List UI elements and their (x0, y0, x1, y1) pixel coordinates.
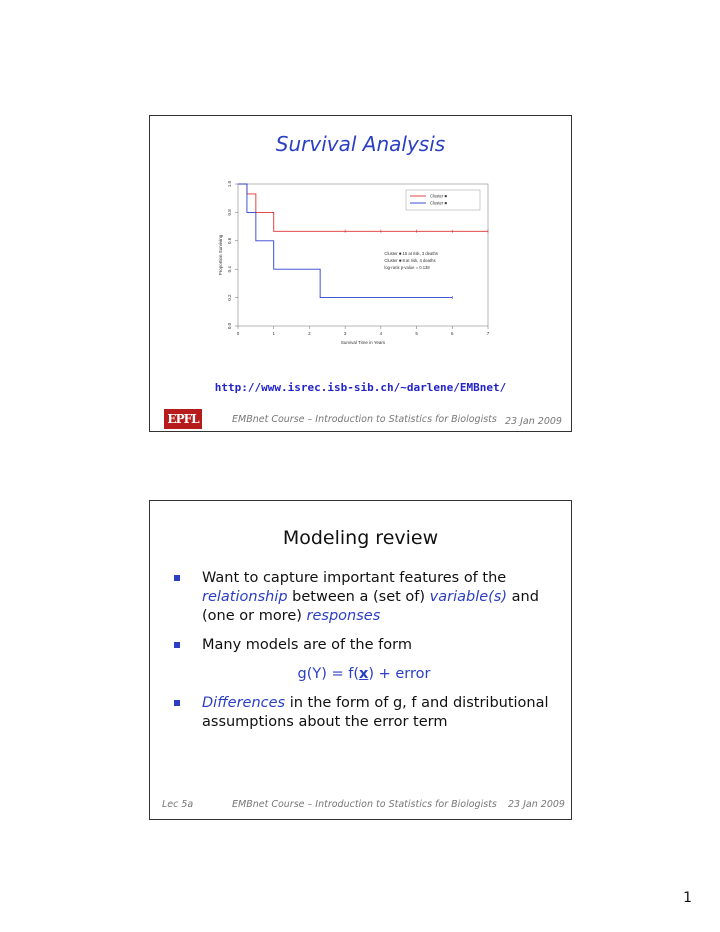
legend (406, 190, 480, 210)
bullet-item: Differences in the form of g, f and distributional assumptions about the error term (174, 694, 554, 732)
slide-title: Modeling review (282, 527, 439, 549)
page-number: 1 (683, 890, 692, 906)
square-bullet-icon (174, 642, 180, 648)
legend-label: Cluster ■ (430, 193, 447, 199)
annotation: log-rank p-value = 0.138 (384, 265, 430, 270)
footer-date: 23 Jan 2009 (505, 416, 562, 427)
slide-title: Survival Analysis (275, 132, 446, 156)
legend-label: Cluster ■ (430, 200, 447, 206)
footer-lecture: Lec 5a (162, 799, 194, 810)
y-axis-label: Proportion Surviving (218, 234, 223, 276)
y-tick-label: 0.2 (227, 294, 232, 301)
model-formula: g(Y) = f(x) + error (297, 666, 431, 682)
slide-modeling-review (149, 500, 572, 820)
reference-url[interactable]: http://www.isrec.isb-sib.ch/~darlene/EMBnet/ (214, 381, 507, 394)
annotation: Cluster ■ 15 at risk, 3 deaths (384, 251, 438, 256)
square-bullet-icon (174, 575, 180, 581)
bullet-item: Many models are of the form (174, 636, 554, 655)
slide-survival-analysis (149, 115, 572, 432)
x-tick-label: 4 (379, 331, 383, 336)
y-tick-label: 0.8 (227, 209, 232, 216)
footer-date: 23 Jan 2009 (508, 799, 565, 810)
y-tick-label: 0.0 (227, 322, 232, 330)
y-tick-label: 0.6 (227, 237, 232, 244)
x-tick-label: 7 (486, 331, 490, 336)
footer-course: EMBnet Course – Introduction to Statistics for Biologists (232, 414, 497, 425)
x-axis-label: Survival Time in Years (340, 340, 386, 345)
x-tick-label: 6 (451, 331, 454, 336)
x-tick-label: 0 (236, 331, 240, 336)
bullet-list (174, 569, 554, 742)
survival-chart (210, 178, 510, 368)
bullet-item: Want to capture important features of the relationship between a (set of) variable(s) and (one or more) responses (174, 569, 554, 626)
footer-course: EMBnet Course – Introduction to Statistics for Biologists (232, 799, 497, 810)
annotation: Cluster ■ 8 at risk, 4 deaths (384, 258, 436, 263)
x-tick-label: 1 (272, 331, 275, 336)
epfl-logo: EPFL (164, 409, 202, 429)
x-tick-label: 3 (343, 331, 347, 336)
annotations (384, 251, 438, 270)
x-tick-label: 5 (415, 331, 418, 336)
y-tick-label: 0.4 (227, 266, 232, 273)
x-tick-label: 2 (308, 331, 311, 336)
square-bullet-icon (174, 700, 180, 706)
y-tick-label: 1.0 (227, 180, 232, 188)
